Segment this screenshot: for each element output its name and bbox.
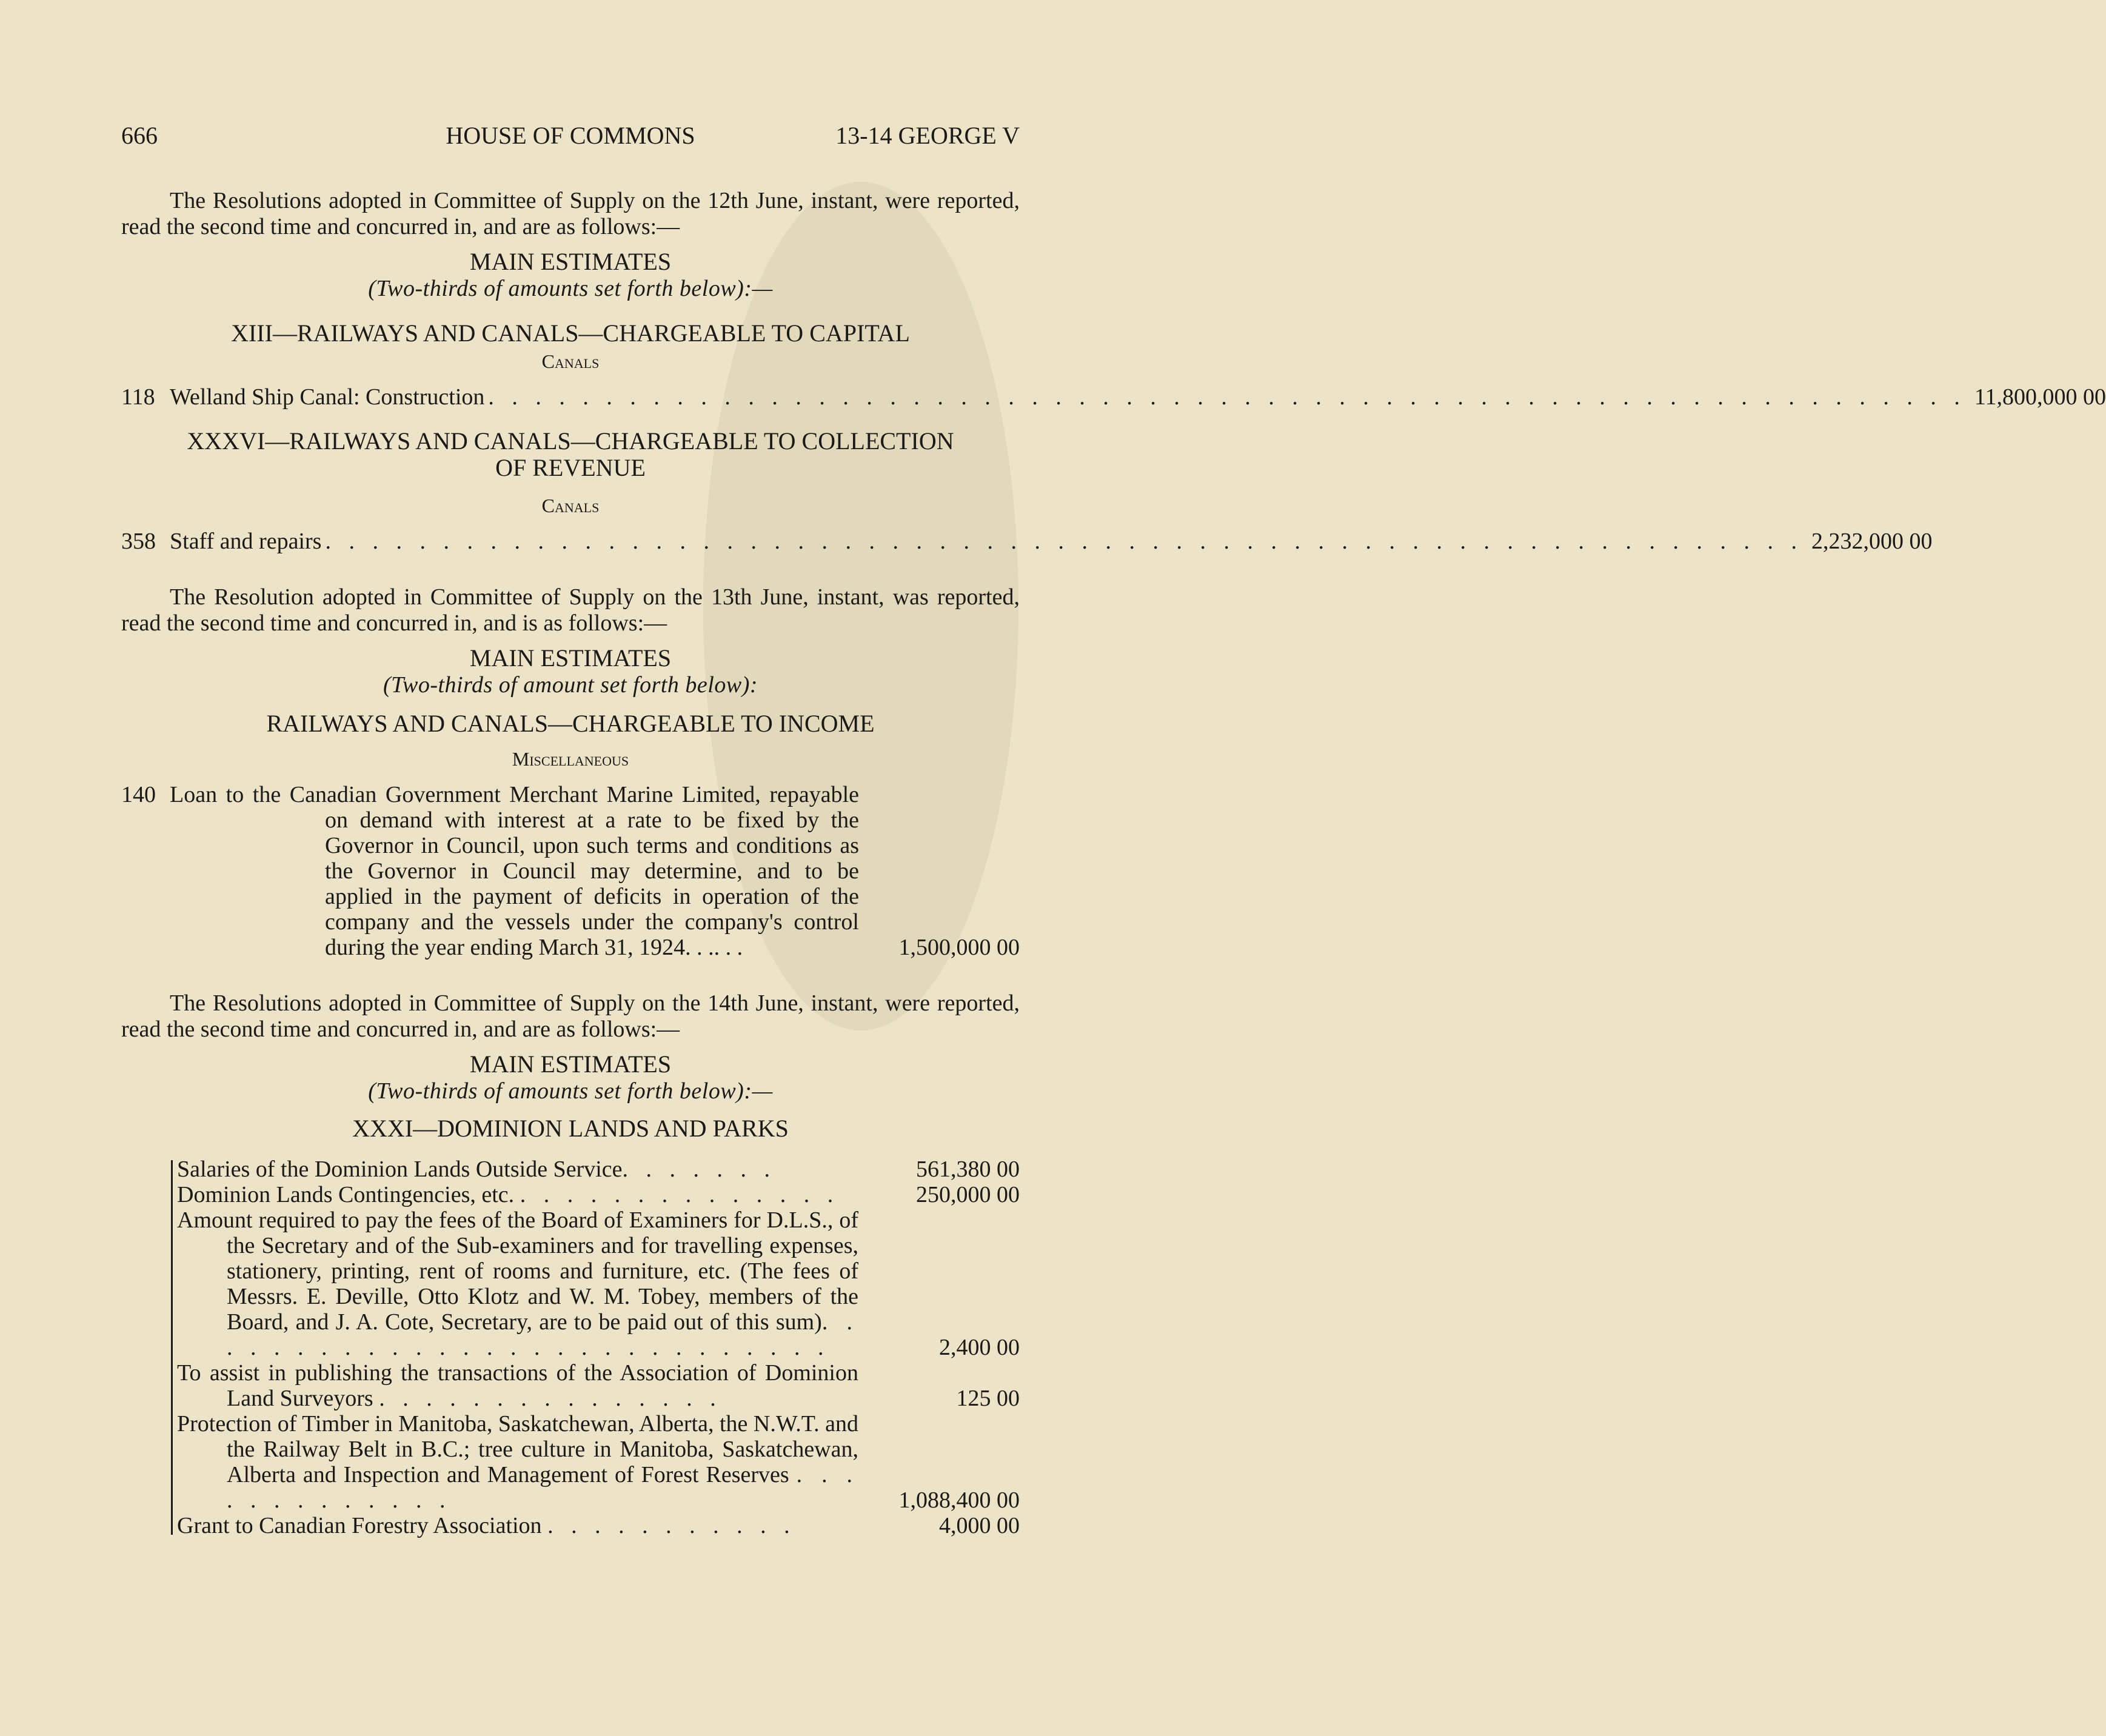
estimate-item-140 xyxy=(121,782,1020,960)
page-body xyxy=(121,188,2106,1538)
item-description: Welland Ship Canal: Construction xyxy=(170,384,485,410)
resolution-intro-13th: The Resolution adopted in Committee of Supply on the 13th June, instant, was reported, read the second time and concurred in, and is as follows:— xyxy=(121,584,1020,636)
header-title: HOUSE OF COMMONS xyxy=(446,122,695,149)
estimate-item xyxy=(177,1182,1020,1207)
dot-leader: . . . . . . . . . . . . . xyxy=(227,1462,859,1513)
dominion-lands-items xyxy=(121,1157,1020,1538)
item-description: Amount required to pay the fees of the Board of Examiners for D.L.S., of the Secretary and of the Sub-examiners and for travelling expenses, stationery, printing, rent of rooms and furniture, etc. (The fees of Messrs. E. Deville, Otto Klotz and W. M. Tobey, members of the Board, and J. A. Cote, Secretary, are to be paid out of this sum) xyxy=(177,1207,858,1335)
vote-heading-xxxi: XXXI—DOMINION LANDS AND PARKS xyxy=(352,1115,789,1142)
item-description: Loan to the Canadian Government Merchant Marine Limited, repayable on demand with interest at a rate to be fixed by the Governor in Council, upon such terms and conditions as the Governor in Council may determine, and to be applied in the payment of deficits in operation of the company and the vessels under the company's control during the year ending March 31, 1924. . .. . . xyxy=(170,782,859,960)
category-canals: Canals xyxy=(541,495,600,516)
item-amount: 2,400 00 xyxy=(939,1335,1020,1360)
estimate-item-118 xyxy=(121,384,2106,410)
item-description: Protection of Timber in Manitoba, Saskatchewan, Alberta, the N.W.T. and the Railway Belt in B.C.; tree culture in Manitoba, Saskatchewan, Alberta and Inspection and Management of Forest Reserves xyxy=(177,1411,858,1487)
item-description: To assist in publishing the transactions of the Association of Dominion Land Surveyors xyxy=(177,1360,858,1411)
page-number: 666 xyxy=(121,122,158,149)
bracket-line xyxy=(171,1160,173,1535)
item-amount: 125 00 xyxy=(956,1386,1020,1411)
vote-heading-xxxvi xyxy=(121,428,1020,481)
item-amount: 11,800,000 00 xyxy=(1974,384,2106,410)
estimate-item xyxy=(177,1207,1020,1360)
item-number: 118 xyxy=(121,384,155,410)
item-number: 140 xyxy=(121,782,156,807)
category-canals: Canals xyxy=(541,350,600,372)
resolution-intro-14th: The Resolutions adopted in Committee of Supply on the 14th June, instant, were reported, read the second time and concurred in, and are as follows:— xyxy=(121,990,1020,1042)
estimate-item xyxy=(177,1360,1020,1411)
item-amount: 4,000 00 xyxy=(939,1513,1020,1538)
header-session: 13-14 GEORGE V xyxy=(835,122,1020,149)
item-description: Dominion Lands Contingencies, etc. xyxy=(177,1182,515,1207)
item-description: Staff and repairs xyxy=(170,529,322,554)
vote-heading-xiii: XIII—RAILWAYS AND CANALS—CHARGEABLE TO CAPITAL xyxy=(231,319,910,347)
estimates-subheading: (Two-thirds of amounts set forth below):— xyxy=(368,1078,773,1104)
main-estimates-heading: MAIN ESTIMATES xyxy=(469,1050,672,1078)
vote-heading-income: RAILWAYS AND CANALS—CHARGEABLE TO INCOME xyxy=(266,710,875,737)
item-amount: 1,500,000 00 xyxy=(898,935,1020,960)
item-description: Salaries of the Dominion Lands Outside Service xyxy=(177,1157,623,1182)
estimate-item xyxy=(177,1411,1020,1513)
item-amount: 561,380 00 xyxy=(916,1157,1020,1182)
main-estimates-heading: MAIN ESTIMATES xyxy=(469,248,672,275)
item-amount: 2,232,000 00 xyxy=(1811,529,1933,554)
item-amount: 250,000 00 xyxy=(916,1182,1020,1207)
category-miscellaneous: Miscellaneous xyxy=(512,748,629,770)
dot-leader: . . . . . . . xyxy=(622,1157,777,1182)
item-amount: 1,088,400 00 xyxy=(898,1487,1020,1513)
estimates-subheading: (Two-thirds of amount set forth below): xyxy=(383,672,758,698)
dot-leader: . . . . . . . . . . . . . . . xyxy=(379,1386,722,1411)
estimate-item-358 xyxy=(121,529,1933,554)
main-estimates-heading: MAIN ESTIMATES xyxy=(469,644,672,672)
estimates-subheading: (Two-thirds of amounts set forth below):— xyxy=(368,276,773,301)
item-number: 358 xyxy=(121,529,156,554)
dot-leader: . . . . . . . . . . . xyxy=(547,1513,796,1538)
dot-leader: . . . . . . . . . . . . . . . . . . . . . . . . . . . . . . . . . . . . . . . . . . . . . . . . . . . . . . . . . . . . . . . xyxy=(488,384,1966,410)
estimate-item xyxy=(177,1513,1020,1538)
vote-heading-line1: XXXVI—RAILWAYS AND CANALS—CHARGEABLE TO COLLECTION xyxy=(187,427,954,455)
item-description: Grant to Canadian Forestry Association xyxy=(177,1513,542,1538)
running-header xyxy=(121,121,1020,155)
resolution-intro-12th: The Resolutions adopted in Committee of Supply on the 12th June, instant, were reported, read the second time and concurred in, and are as follows:— xyxy=(121,188,1020,239)
dot-leader: . . . . . . . . . . . . . . . . . . . . . . . . . . . . xyxy=(227,1309,859,1360)
dot-leader: . . . . . . . . . . . . . . . . . . . . . . . . . . . . . . . . . . . . . . . . . . . . . . . . . . . . . . . . . . . . . . . xyxy=(325,529,1803,554)
dot-leader: . . . . . . . . . . . . . . xyxy=(520,1182,840,1207)
estimate-item xyxy=(177,1157,1020,1182)
vote-heading-line2: OF REVENUE xyxy=(495,454,646,481)
